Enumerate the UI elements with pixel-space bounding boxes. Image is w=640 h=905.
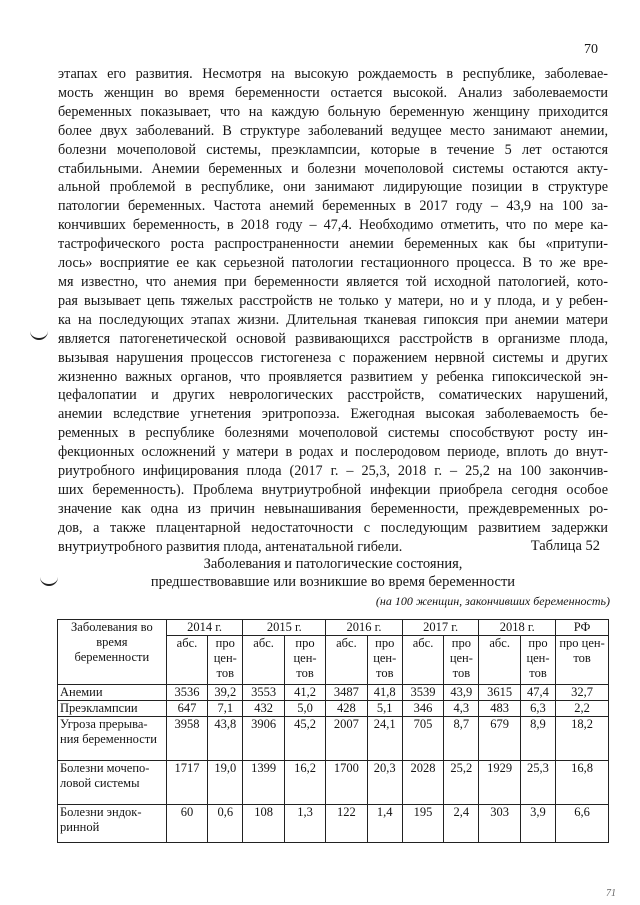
table-cell: 25,3 xyxy=(520,761,555,805)
row-name: Болезни мочепо- ловой системы xyxy=(58,761,167,805)
margin-mark-1 xyxy=(30,330,48,340)
paragraph-line: риутробного инфицирования плода (2017 г. – 25,3, 2018 г. – 25,2 на 100 закончив- xyxy=(58,463,608,480)
header-disease: Заболевания во время беременности xyxy=(58,620,167,685)
table-subtitle: (на 100 женщин, закончивших беременность) xyxy=(375,594,610,608)
table-cell: 39,2 xyxy=(208,685,243,701)
header-pct: про цен- тов xyxy=(520,636,555,685)
table-cell: 3536 xyxy=(166,685,207,701)
table-cell: 1717 xyxy=(166,761,207,805)
table-row xyxy=(58,685,609,701)
table-title-line-2: предшествовавшие или возникшие во время беременности xyxy=(150,574,516,590)
table-cell: 3906 xyxy=(243,717,284,761)
table-cell: 43,9 xyxy=(444,685,479,701)
table-cell: 5,0 xyxy=(284,701,325,717)
table-cell: 32,7 xyxy=(556,685,609,701)
header-year: 2017 г. xyxy=(402,620,479,636)
table-cell: 3539 xyxy=(402,685,443,701)
table-cell: 6,6 xyxy=(556,805,609,843)
table-cell: 346 xyxy=(402,701,443,717)
table-label: Таблица 52 xyxy=(530,538,600,554)
header-abs: абс. xyxy=(243,636,284,685)
table-cell: 1929 xyxy=(479,761,520,805)
table-cell: 45,2 xyxy=(284,717,325,761)
paragraph-line: значение как одна из причин невынашивания беременности, преждевременных ро- xyxy=(58,500,608,517)
table-cell: 647 xyxy=(166,701,207,717)
table-cell: 16,8 xyxy=(556,761,609,805)
paragraph-line: альной проблемой в республике, они занимают лидирующие позиции в структуре xyxy=(58,179,608,196)
margin-mark-2 xyxy=(40,576,58,586)
row-name: Болезни эндок- ринной xyxy=(58,805,167,843)
table-cell: 428 xyxy=(326,701,367,717)
table-cell: 108 xyxy=(243,805,284,843)
row-name: Анемии xyxy=(58,685,167,701)
table-title xyxy=(58,555,608,591)
paragraph-line: рая вызывает цепь тяжелых расстройств не только у матери, но и у плода, и у ребен- xyxy=(58,292,608,309)
table-cell: 20,3 xyxy=(367,761,402,805)
paragraph-line: стабильными. Анемии беременных и болезни мочеполовой системы остаются акту- xyxy=(58,160,608,177)
table-cell: 1,4 xyxy=(367,805,402,843)
paragraph-line: цефалопатии и других неврологических расстройств, соматических нарушений, xyxy=(58,387,608,404)
table-cell: 195 xyxy=(402,805,443,843)
table-cell: 303 xyxy=(479,805,520,843)
paragraph-line: ка на последующих этапах жизни. Длительная тканевая гипоксия при анемии матери xyxy=(58,311,608,328)
paragraph-line: анемии вследствие угнетения эритропоэза. Ежегодная высокая заболеваемость бе- xyxy=(58,406,608,423)
table-cell: 43,8 xyxy=(208,717,243,761)
table-cell: 1399 xyxy=(243,761,284,805)
table-cell: 18,2 xyxy=(556,717,609,761)
table-cell: 4,3 xyxy=(444,701,479,717)
paragraph-line: ременных в республике болезнями мочеполовой системы способствуют росту ин- xyxy=(58,425,608,442)
table-cell: 432 xyxy=(243,701,284,717)
table-cell: 41,2 xyxy=(284,685,325,701)
header-pct: про цен- тов xyxy=(284,636,325,685)
table-cell: 3615 xyxy=(479,685,520,701)
header-abs: абс. xyxy=(402,636,443,685)
paragraph-line: патологии беременных. Частота анемий беременных в 2017 году – 43,9 на 100 за- xyxy=(58,198,608,215)
table-cell: 5,1 xyxy=(367,701,402,717)
header-year: 2014 г. xyxy=(166,620,243,636)
table-cell: 60 xyxy=(166,805,207,843)
table-cell: 3487 xyxy=(326,685,367,701)
table-cell: 2,4 xyxy=(444,805,479,843)
table-cell: 2007 xyxy=(326,717,367,761)
table-cell: 7,1 xyxy=(208,701,243,717)
paragraph-line: более двух заболеваний. В структуре заболеваний ведущее место занимают анемии, xyxy=(58,122,608,139)
table-cell: 679 xyxy=(479,717,520,761)
table-cell: 41,8 xyxy=(367,685,402,701)
paragraph-line: кончивших беременность, в 2018 году – 47,4. Необходимо отметить, что по мере ка- xyxy=(58,217,608,234)
row-name: Преэклампсии xyxy=(58,701,167,717)
paragraph-line: мость женщин во время беременности остается высокой. Анализ заболеваемости xyxy=(58,84,608,101)
header-year: 2018 г. xyxy=(479,620,556,636)
paragraph-line: ших беременность). Проблема внутриутробной инфекции приобрела сегодня особое xyxy=(58,481,608,498)
paragraph-line: фекционных осложнений у матери в родах и послеродовом периоде, вплоть до внут- xyxy=(58,444,608,461)
table-cell: 8,9 xyxy=(520,717,555,761)
header-pct: про цен- тов xyxy=(208,636,243,685)
table-cell: 705 xyxy=(402,717,443,761)
paragraph-line: болезни мочеполовой системы, преэклампсии, которые в течение 5 лет остаются xyxy=(58,141,608,158)
morbidity-table xyxy=(57,619,609,843)
header-abs: абс. xyxy=(479,636,520,685)
header-abs: абс. xyxy=(166,636,207,685)
header-year: 2016 г. xyxy=(326,620,403,636)
paragraph-line: беременных показывает, что на каждую больную беременную женщину приходится xyxy=(58,103,608,120)
table-cell: 0,6 xyxy=(208,805,243,843)
table-title-line-1: Заболевания и патологические состояния, xyxy=(203,556,463,572)
header-pct: про цен- тов xyxy=(444,636,479,685)
header-pct: про цен- тов xyxy=(367,636,402,685)
table-cell: 19,0 xyxy=(208,761,243,805)
table-cell: 3958 xyxy=(166,717,207,761)
row-name: Угроза прерыва- ния беременности xyxy=(58,717,167,761)
body-paragraph xyxy=(58,65,608,557)
header-year: РФ xyxy=(556,620,609,636)
corner-mark: 71 xyxy=(606,888,616,899)
page-number: 70 xyxy=(584,42,598,57)
table-cell: 1,3 xyxy=(284,805,325,843)
table-cell: 483 xyxy=(479,701,520,717)
table-row xyxy=(58,761,609,805)
paragraph-line: тастрофического роста распространенности анемии беременных как бы «притупи- xyxy=(58,236,608,253)
paragraph-line: является патогенетической основой развивающихся расстройств в организме плода, xyxy=(58,330,608,347)
table-cell: 8,7 xyxy=(444,717,479,761)
paragraph-line: жизненно важных органов, что проявляется развитием у ребенка гипоксической эн- xyxy=(58,368,608,385)
paragraph-line: внутриутробного развития плода, антенатальной гибели. xyxy=(58,538,403,555)
table-row xyxy=(58,805,609,843)
table-cell: 24,1 xyxy=(367,717,402,761)
table-cell: 3553 xyxy=(243,685,284,701)
table-row xyxy=(58,701,609,717)
header-abs: абс. xyxy=(326,636,367,685)
paragraph-line: мя известно, что анемия при беременности является той исходной патологией, кото- xyxy=(58,273,608,290)
table-cell: 47,4 xyxy=(520,685,555,701)
table-cell: 122 xyxy=(326,805,367,843)
table-cell: 16,2 xyxy=(284,761,325,805)
table-cell: 6,3 xyxy=(520,701,555,717)
table-cell: 1700 xyxy=(326,761,367,805)
paragraph-line: лось» восприятие ее как серьезной патологии гестационного процесса. В то же вре- xyxy=(58,255,608,272)
table-cell: 2,2 xyxy=(556,701,609,717)
table-row xyxy=(58,717,609,761)
paragraph-line: вызывая нарушения процессов гистогенеза с поражением нервной системы и других xyxy=(58,349,608,366)
header-year: 2015 г. xyxy=(243,620,326,636)
table-cell: 2028 xyxy=(402,761,443,805)
paragraph-line: дов, а также плацентарной недостаточности с последующим развитием задержки xyxy=(58,519,608,536)
paragraph-line: этапах его развития. Несмотря на высокую рождаемость в республике, заболевае- xyxy=(58,66,608,82)
header-pct-rf: про цен- тов xyxy=(556,636,609,685)
table-cell: 3,9 xyxy=(520,805,555,843)
table-cell: 25,2 xyxy=(444,761,479,805)
